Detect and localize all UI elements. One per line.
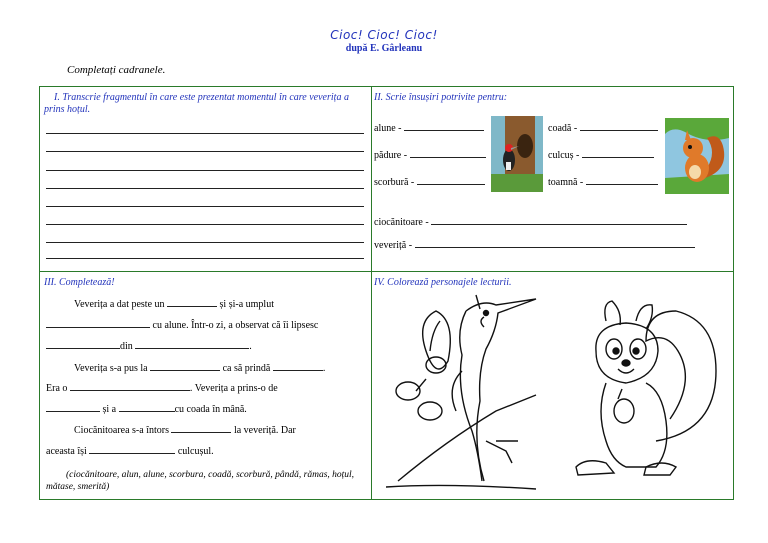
item-label: toamnă - — [548, 177, 584, 188]
writing-line[interactable] — [46, 151, 364, 152]
quality-coada — [548, 121, 658, 134]
answer-blank[interactable] — [119, 402, 175, 412]
section-1-heading: I. Transcrie fragmentul în care este prezentat momentul în care veverița a prins hoțul. — [44, 92, 349, 115]
item-label: culcuș - — [548, 150, 580, 161]
sentence-text: . — [249, 341, 252, 352]
section-4-heading: IV. Colorează personajele lecturii. — [374, 277, 512, 288]
sentence-text: culcușul. — [177, 446, 214, 457]
answer-blank[interactable] — [273, 361, 323, 371]
sentence-text: Ciocănitoarea s-a întors — [74, 425, 169, 436]
answer-blank[interactable] — [580, 121, 658, 131]
instruction: Completați cadranele. — [67, 64, 166, 76]
answer-blank[interactable] — [586, 175, 658, 185]
answer-blank[interactable] — [167, 297, 217, 307]
squirrel-coloring — [566, 291, 732, 495]
section-2-heading: II. Scrie însușiri potrivite pentru: — [374, 92, 508, 103]
item-label: ciocănitoare - — [374, 217, 429, 228]
quality-culcus — [548, 148, 654, 161]
sentence-text: ca să prindă — [222, 363, 271, 374]
sentence-text: și și-a umplut — [219, 299, 274, 310]
sentence-text: cu alune. Într-o zi, a observat că îi lipsesc — [152, 320, 319, 331]
answer-blank[interactable] — [417, 175, 485, 185]
answer-blank[interactable] — [431, 215, 687, 225]
section-transcribe — [44, 92, 366, 270]
quality-veverita — [374, 238, 695, 251]
woodpecker-coloring — [386, 291, 556, 495]
quality-scorbura — [374, 175, 485, 188]
section-complete — [44, 277, 366, 499]
sentence-text: Era o — [46, 383, 68, 394]
worksheet-grid — [39, 86, 734, 500]
sentence-text: aceasta își — [46, 446, 87, 457]
fill-line-7 — [74, 423, 296, 436]
divider-horizontal — [40, 271, 733, 272]
item-label: scorbură - — [374, 177, 415, 188]
answer-blank[interactable] — [150, 361, 220, 371]
answer-blank[interactable] — [135, 339, 249, 349]
woodpecker-picture — [491, 116, 543, 192]
section-3-heading: III. Completează! — [44, 277, 115, 288]
section-qualities — [374, 92, 732, 270]
sentence-text: . — [322, 363, 326, 374]
item-label: pădure - — [374, 150, 408, 161]
squirrel-picture — [665, 118, 729, 194]
divider-vertical — [371, 87, 372, 499]
sentence-text: la veveriță. Dar — [233, 425, 296, 436]
quality-ciocanitoare — [374, 215, 687, 228]
writing-line[interactable] — [46, 224, 364, 225]
writing-line[interactable] — [46, 170, 364, 171]
answer-blank[interactable] — [46, 318, 150, 328]
quality-toamna — [548, 175, 658, 188]
answer-blank[interactable] — [171, 423, 231, 433]
writing-line[interactable] — [46, 133, 364, 134]
fill-line-5 — [46, 381, 278, 394]
fill-line-3 — [46, 339, 252, 352]
fill-line-4 — [74, 361, 325, 374]
sentence-text: cu coada în mână. — [174, 404, 247, 415]
answer-blank[interactable] — [410, 148, 486, 158]
writing-line[interactable] — [46, 206, 364, 207]
sentence-text: din — [120, 341, 133, 352]
fill-line-2 — [46, 318, 318, 331]
fill-line-1 — [74, 297, 274, 310]
answer-blank[interactable] — [415, 238, 695, 248]
answer-blank[interactable] — [404, 121, 484, 131]
fill-line-8 — [46, 444, 214, 457]
word-bank: (ciocănitoare, alun, alune, scorbura, coadă, scorbură, pândă, rămas, hoțul, mătase, smerită) — [46, 470, 355, 492]
author-subtitle: după E. Gârleanu — [345, 43, 423, 54]
sentence-text: și a — [102, 404, 117, 415]
fill-line-6 — [46, 402, 247, 415]
answer-blank[interactable] — [46, 402, 100, 412]
writing-line[interactable] — [46, 188, 364, 189]
answer-blank[interactable] — [46, 339, 120, 349]
quality-alune — [374, 121, 484, 134]
item-label: veveriță - — [374, 240, 413, 251]
quality-padure — [374, 148, 486, 161]
writing-line[interactable] — [46, 242, 364, 243]
answer-blank[interactable] — [89, 444, 175, 454]
sentence-text: Veverița a dat peste un — [74, 299, 165, 310]
item-label: coadă - — [548, 123, 578, 134]
page-title: Cioc! Cioc! Cioc! — [330, 28, 438, 42]
answer-blank[interactable] — [582, 148, 654, 158]
writing-line[interactable] — [46, 258, 364, 259]
section-coloring — [374, 277, 732, 499]
sentence-text: Veverița s-a pus la — [74, 363, 148, 374]
item-label: alune - — [374, 123, 402, 134]
sentence-text: . Veverița a prins-o de — [189, 383, 278, 394]
answer-blank[interactable] — [70, 381, 190, 391]
